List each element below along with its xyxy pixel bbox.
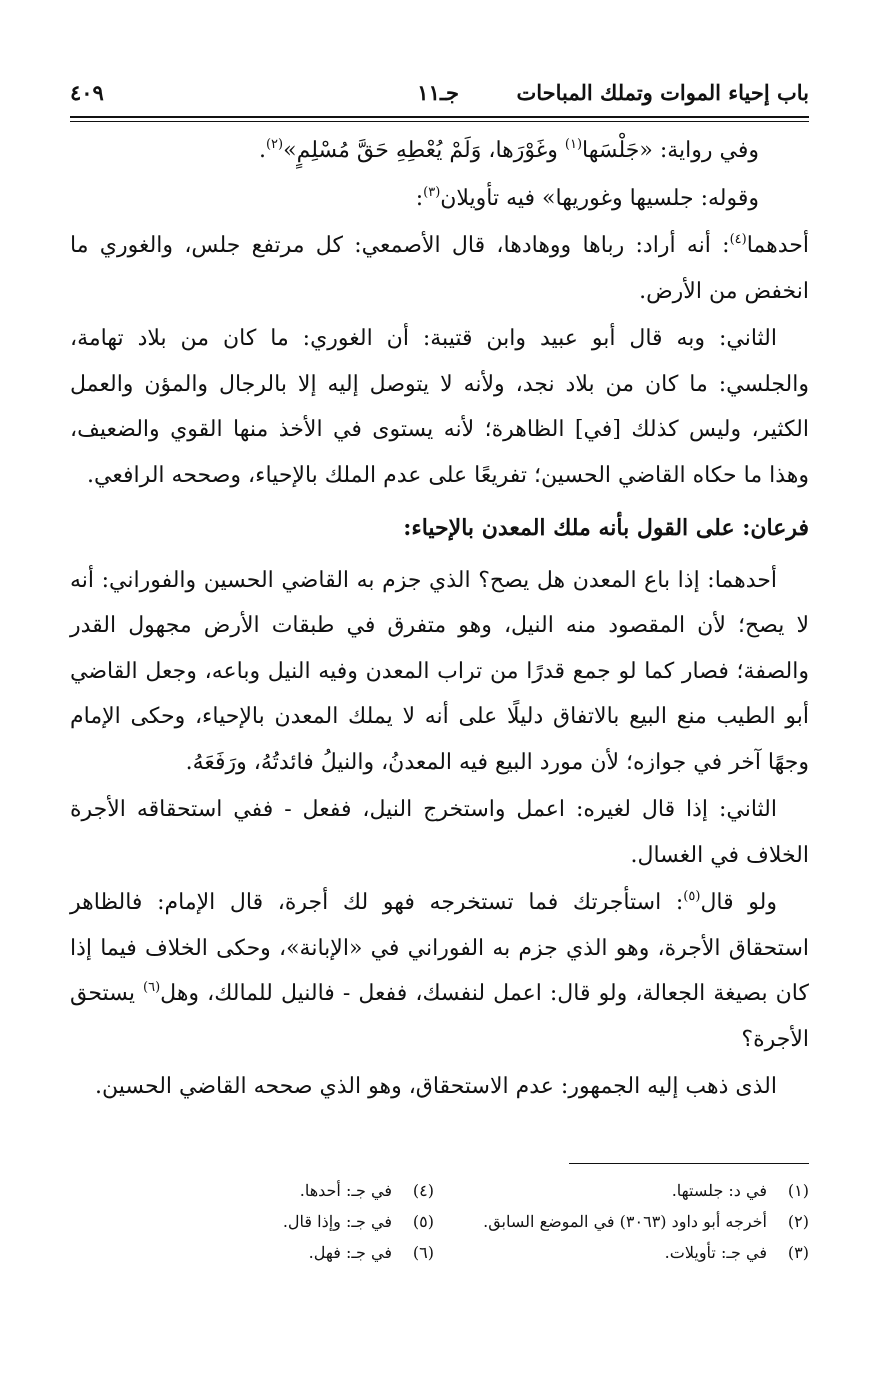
footnotes-column-right	[454, 1175, 809, 1268]
footnote-ref-2: (٢)	[265, 137, 284, 152]
paragraph-thani-2: الثاني: إذا قال لغيره: اعمل واستخرج النيل، ففعل - ففي استحقاقه الأجرة الخلاف في الغسال.	[70, 797, 809, 868]
footnote-ref-6: (٦)	[143, 980, 161, 995]
footnote-2: (٢) أخرجه أبو داود (٣٠٦٣) في الموضع السابق.	[483, 1212, 809, 1231]
footnote-3: (٣) في جـ: تأويلات.	[664, 1243, 809, 1262]
page-number: ٤٠٩	[70, 80, 104, 105]
header-rule-thick	[70, 116, 809, 118]
footnote-5: (٥) في جـ: وإذا قال.	[282, 1212, 434, 1231]
paragraph-law-qala: ولو قال$^{(٥)}$: استأجرتك فما تستخرجه فهو لك أجرة، قال الإمام: فالظاهر استحقاق الأجرة، وهو الذي جزم به الفوراني في «الإبانة»، وحكى الخلاف فيما إذا كان بصيغة الجعالة، ولو قال: اعمل لنفسك، ففعل - فالنيل للمالك، وهل$^{(٦)}$ يستحق الأجرة؟	[70, 889, 809, 1052]
paragraph-ahaduhuma-1: أحدهما$^{(٤)}$: أنه أراد: رباها ووهادها، قال الأصمعي: كل مرتفع جلس، والغوري ما انخفض من الأرض.	[70, 232, 809, 304]
footnote-separator	[569, 1163, 809, 1164]
paragraph-ahaduhuma-2: أحدهما: إذا باع المعدن هل يصح؟ الذي جزم به القاضي الحسين والفوراني: أنه لا يصح؛ لأن المقصود منه النيل، وهو متفرق في طبقات الأرض مجهول القدر والصفة؛ فصار كما لو جمع قدرًا من تراب المعدن وفيه النيل وباعه، وجعل القاضي أبو الطيب منع البيع بالاتفاق دليلًا على أنه لا يملك المعدن بالإحياء، وحكى الإمام وجهًا آخر في جوازه؛ لأن مورد البيع فيه المعدنُ، والنيلُ فائدتُهُ، ورَفَعَهُ.	[70, 567, 809, 775]
footnote-ref-5: (٥)	[683, 889, 701, 904]
paragraph-thani-1: الثاني: وبه قال أبو عبيد وابن قتيبة: أن الغوري: ما كان من بلاد تهامة، والجلسي: ما كان من بلاد نجد، ولأنه لا يتوصل إليه إلا بالرجال والمؤن والعمل الكثير، وليس كذلك [في] الظاهرة؛ لأنه يستوى في الأخذ منها القوي والضعيف، وهذا ما حكاه القاضي الحسين؛ تفريعًا على عدم الملك بالإحياء، وصححه الرافعي.	[70, 326, 809, 488]
section-heading: فرعان: على القول بأنه ملك المعدن بالإحياء:	[403, 515, 809, 541]
footnote-6: (٦) في جـ: فهل.	[308, 1243, 434, 1262]
footnote-ref-3: (٣)	[423, 184, 441, 200]
main-text	[70, 128, 809, 1112]
volume-label: جـ١١	[417, 80, 459, 105]
paragraph-riwaya: وفي رواية: «جَلْسَها$^{(١)}$ وغَوْرَها، وَلَمْ يُعْطِهِ حَقَّ مُسْلِمٍ»$^{(٢)}$.	[258, 137, 759, 163]
header-rule-thin	[70, 121, 809, 122]
paragraph-jumhur: الذى ذهب إليه الجمهور: عدم الاستحقاق، وهو الذي صححه القاضي الحسين.	[94, 1074, 777, 1099]
footnote-4: (٤) في جـ: أحدها.	[299, 1181, 434, 1200]
page-header	[70, 74, 809, 114]
footnote-ref-4: (٤)	[729, 232, 747, 247]
footnote-1: (١) في د: جلستها.	[671, 1181, 809, 1200]
footnote-ref-1: (١)	[564, 137, 583, 152]
running-title: باب إحياء الموات وتملك المباحات	[516, 80, 809, 105]
paragraph-qawluhu: وقوله: جلسيها وغوريها» فيه تأويلان$^{(٣)}$:	[415, 184, 759, 211]
footnotes-column-left	[254, 1175, 434, 1268]
